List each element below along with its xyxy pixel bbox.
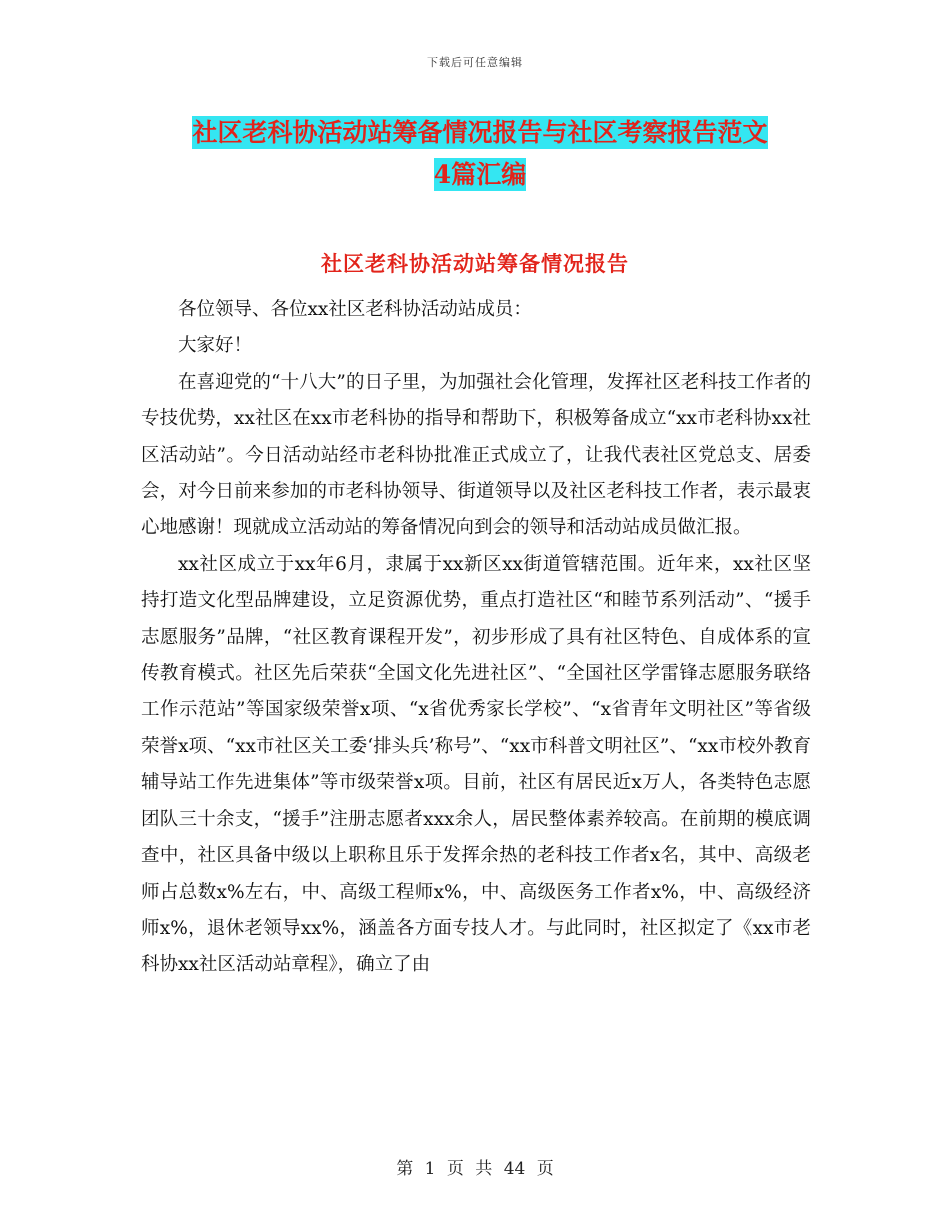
- page-number: 第 1 页 共 44 页: [396, 1159, 554, 1179]
- document-title: [140, 112, 820, 196]
- body-text: [141, 292, 811, 984]
- greeting-paragraph: 各位领导、各位xx社区老科协活动站成员：: [178, 299, 532, 320]
- section-title: 社区老科协活动站筹备情况报告: [321, 251, 629, 276]
- header-note: 下载后可任意编辑: [427, 56, 523, 69]
- intro-paragraph: 在喜迎党的“十八大”的日子里，为加强社会化管理，发挥社区老科技工作者的专技优势，xx社区在xx市老科协的指导和帮助下，积极筹备成立“xx市老科协xx社区活动站”。今日活动站经市老科协批准正式成立了，让我代表社区党总支、居委会，对今日前来参加的市老科协领导、街道领导以及社区老科技工作者，表示最衷心地感谢！现就成立活动站的筹备情况向到会的领导和活动站成员做汇报。: [141, 371, 811, 539]
- document-title-line1: 社区老科协活动站筹备情况报告与社区考察报告范文: [192, 118, 768, 147]
- community-paragraph: xx社区成立于xx年6月，隶属于xx新区xx街道管辖范围。近年来，xx社区坚持打造文化型品牌建设，立足资源优势，重点打造社区“和睦节系列活动”、“援手志愿服务”品牌，“社区教育课程开发”，初步形成了具有社区特色、自成体系的宣传教育模式。社区先后荣获“全国文化先进社区”、“全国社区学雷锋志愿服务联络工作示范站”等国家级荣誉x项、“x省优秀家长学校”、“x省青年文明社区”等省级荣誉x项、“xx市社区关工委‘排头兵’称号”、“xx市科普文明社区”、“xx市校外教育辅导站工作先进集体”等市级荣誉x项。目前，社区有居民近x万人，各类特色志愿团队三十余支，“援手”注册志愿者xxx余人，居民整体素养较高。在前期的模底调查中，社区具备中级以上职称且乐于发挥余热的老科技工作者x名，其中、高级老师占总数x%左右，中、高级工程师x%，中、高级医务工作者x%，中、高级经济师x%，退休老领导xx%，涵盖各方面专技人才。与此同时，社区拟定了《xx市老科协xx社区活动站章程》，确立了由: [141, 553, 811, 976]
- salutation-paragraph: 大家好！: [178, 335, 253, 357]
- document-title-line2: 4篇汇编: [433, 160, 527, 189]
